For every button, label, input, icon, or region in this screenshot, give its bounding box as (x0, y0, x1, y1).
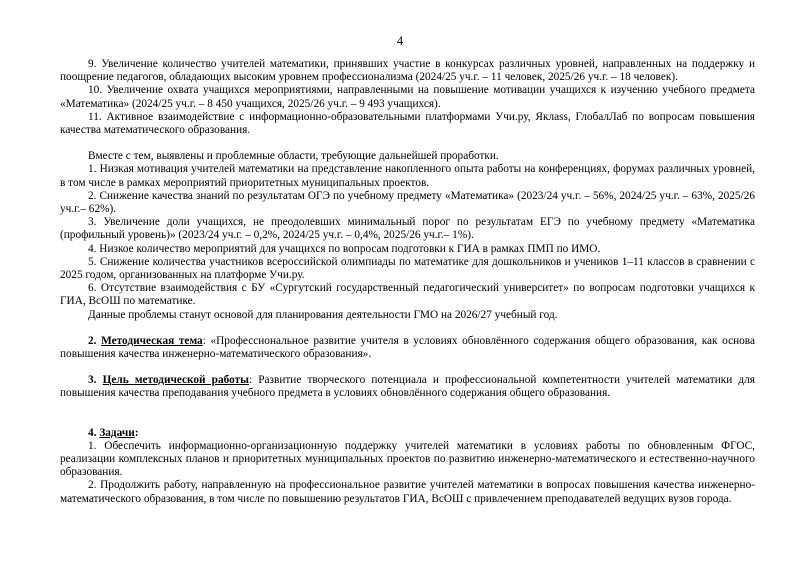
problems-conclusion: Данные проблемы станут основой для планирования деятельности ГМО на 2026/27 учебный год. (88, 308, 558, 321)
task-item: 2. Продолжить работу, направленную на профессиональное развитие учителей математики в вопросах повышения качества инженерно-математического образования, в том числе по повышению результатов ГИА, ВсОШ с привлечением преподавателей ведущих вузов города. (60, 479, 755, 505)
results-item: 10. Увеличение охвата учащихся мероприятиями, направленными на повышение мотивации учащихся к изучению учебного предмета «Математика» (2024/25 уч.г. – 8 450 учащихся, 2025/26 уч.г. – 9 493 учащихся). (60, 84, 755, 110)
problem-item: 5. Снижение количества участников всероссийской олимпиады по математике для дошкольников и учеников 1–11 классов в сравнении с 2025 годом, организованных на платформе Учи.ру. (60, 255, 755, 282)
section-heading: Цель методической работы (102, 374, 249, 387)
section-number: 2. (88, 334, 97, 347)
section-goal (60, 374, 755, 400)
section-text: : Развитие творческого потенциала и профессиональной компетентности учителей математики для повышения качества преподавания учебного предмета в условиях обновлённого содержания общего образования. (60, 374, 755, 400)
results-item: 9. Увеличение количество учителей математики, принявших участие в конкурсах различных уровней, направленных на поддержку и поощрение педагогов, обладающих высоким уровнем профессионализма (2024/25 уч.г. – 11 человек, 2025/26 уч.г. – 18 человек). (60, 58, 755, 84)
problem-item: 3. Увеличение доли учащихся, не преодолевших минимальный порог по результатам ЕГЭ по учебному предмету «Математика (профильный уровень)» (2023/24 уч.г. – 0,2%, 2024/25 уч.г. – 0,4%, 2025/26 уч.г.– 1%). (60, 216, 755, 242)
problem-item: 6. Отсутствие взаимодействия с БУ «Сургутский государственный педагогический университет» по вопросам подготовки учащихся к ГИА, ВсОШ по математике. (60, 282, 755, 308)
document-body (60, 58, 755, 506)
section-number: 4. (88, 426, 97, 439)
section-number: 3. (88, 374, 97, 387)
section-heading: Методическая тема (101, 334, 203, 347)
section-heading: Задачи (99, 426, 135, 439)
task-item: 1. Обеспечить информационно-организационную поддержку учителей математики в условиях работы по обновленным ФГОС, реализации комплексных планов и приоритетных муниципальных проектов по развитию инженерно-математического и естественно-научного образования. (60, 439, 755, 479)
results-item: 11. Активное взаимодействие с информационно-образовательными платформами Учи.ру, Яклass, ГлобалЛаб по вопросам повышения качества математического образования. (60, 110, 755, 137)
section-methodical-theme (60, 335, 755, 361)
section-tasks: 4. Задачи: (88, 426, 139, 439)
problem-item: 1. Низкая мотивация учителей математики на представление накопленного опыта работы на конференциях, форумах различных уровней, в том числе в рамках мероприятий приоритетных муниципальных проектов. (60, 163, 755, 189)
problems-intro: Вместе с тем, выявлены и проблемные области, требующие дальнейшей проработки. (88, 150, 499, 163)
page-number: 4 (396, 34, 404, 48)
problem-item: 4. Низкое количество мероприятий для учащихся по вопросам подготовки к ГИА в рамках ПМП по ИМО. (88, 242, 601, 255)
section-text: : «Профессиональное развитие учителя в условиях обновлённого содержания общего образования, как основа повышения качества инженерно-математического образования». (60, 334, 756, 361)
problem-item: 2. Снижение качества знаний по результатам ОГЭ по учебному предмету «Математика» (2023/24 уч.г. – 56%, 2024/25 уч.г. – 63%, 2025/26 уч.г.– 62%). (60, 189, 755, 216)
